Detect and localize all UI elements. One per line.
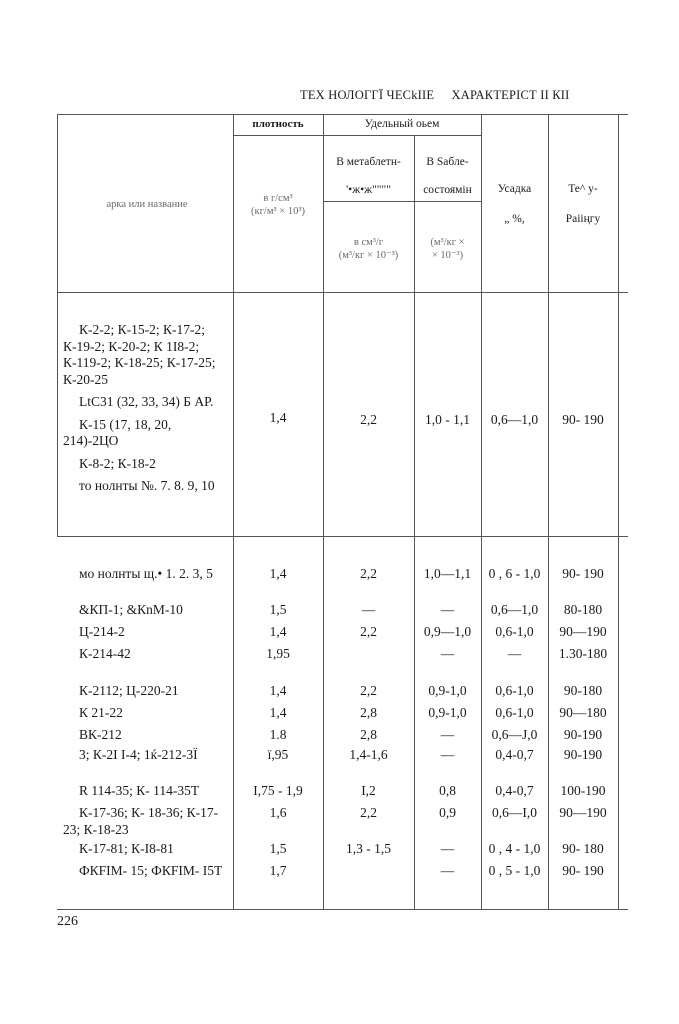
rule-bottom xyxy=(57,909,628,910)
row-shrink: 0,4-0,7 xyxy=(495,783,534,798)
group1-name-2: LtC31 (32, 33, 34) Б АР. xyxy=(79,394,214,409)
row-density: 1,6 xyxy=(269,805,287,820)
row-sv1: 2,2 xyxy=(360,566,377,581)
row-sv2: 0,9—1,0 xyxy=(423,624,472,639)
row-name: мо нолнты щ.• 1. 2. 3, 5 xyxy=(79,566,213,581)
col-header-sv-unit-1 xyxy=(323,236,414,262)
row-shrink: 0,6-1,0 xyxy=(495,705,534,720)
row-shrink: 0,6—1,0 xyxy=(490,602,539,617)
group1-shrink: 0,6—1,0 xyxy=(490,412,539,427)
col-header-specific-volume: Удельный оьем xyxy=(364,118,440,130)
row-temp: 90-190 xyxy=(563,747,603,762)
sv-tablet-state-line-1: В Sабле- xyxy=(426,156,469,168)
rule-header-1 xyxy=(233,135,481,136)
density-unit-line-2: (кг/м³ × 10³) xyxy=(251,206,305,217)
col-header-shrinkage xyxy=(481,174,548,234)
group1-names xyxy=(63,322,229,495)
col-header-sv-unit-2 xyxy=(414,236,481,262)
sv-unit-1-line-2: (м³/кг × 10⁻³) xyxy=(338,250,399,261)
row-density: 1,5 xyxy=(269,602,287,617)
row-density: 1.8 xyxy=(269,727,287,742)
group1-sv2: 1,0 - 1,1 xyxy=(425,412,470,427)
row-temp: 1.30-180 xyxy=(558,646,608,661)
row-shrink: 0 , 6 - 1,0 xyxy=(488,566,541,581)
row-shrink: 0,6—І,0 xyxy=(492,805,537,820)
row-name: К-214-42 xyxy=(79,646,131,661)
group1-name-4: К-8-2; К-18-2 xyxy=(79,455,156,471)
temperature-line-2: Раііңгу xyxy=(565,213,601,225)
row-sv1: 2,2 xyxy=(360,624,377,639)
row-temp: 100-190 xyxy=(560,783,606,798)
row-shrink: 0,6-1,0 xyxy=(495,683,534,698)
sv-unit-1-line-1: в см³/г xyxy=(353,237,384,248)
row-density: 1,7 xyxy=(269,863,287,878)
row-name: ВК-212 xyxy=(79,727,122,742)
row-sv2: — xyxy=(440,747,455,762)
col-header-sv-tablet-state xyxy=(414,148,481,204)
col-header-temperature xyxy=(548,174,618,234)
group1-name-1: К-2-2; К-15-2; К-17-2; К-19-2; К-20-2; К 1І8-2; К-119-2; К-18-25; К-17-25; К-20-25 xyxy=(63,322,216,387)
row-sv2: 1,0—1,1 xyxy=(423,566,472,581)
row-name: R 114-35; К- 114-35Т xyxy=(79,783,200,798)
row-sv1: 1,3 - 1,5 xyxy=(346,841,391,856)
row-name: К-17-81; К-І8-81 xyxy=(79,841,174,856)
group1-name-3: К-15 (17, 18, 20, 214)-2ЦО xyxy=(63,416,172,448)
row-name: К-17-36; К- 18-36; К-17-23; К-18-23 xyxy=(63,805,219,837)
row-sv1: — xyxy=(361,602,376,617)
row-sv2: — xyxy=(440,841,455,856)
group1-sv1: 2,2 xyxy=(360,412,377,427)
rule-col-6 xyxy=(618,114,619,909)
row-sv1: 2,8 xyxy=(360,727,377,742)
row-sv2: — xyxy=(440,646,455,661)
group1-density: 1,4 xyxy=(269,410,287,425)
row-density: 1,5 xyxy=(269,841,287,856)
col-header-density-unit xyxy=(233,192,323,218)
page-number: 226 xyxy=(57,914,78,929)
rule-left xyxy=(57,114,58,536)
row-sv2: — xyxy=(440,602,455,617)
row-sv1: 1,4-1,6 xyxy=(349,747,388,762)
row-name: ФКFIМ- 15; ФКFIМ- І5Т xyxy=(79,863,223,878)
running-head-right: ХАРАКТЕРІСТ ІІ КІІ xyxy=(451,88,570,102)
row-shrink: 0,6—J,0 xyxy=(491,727,538,742)
group1-temp: 90- 190 xyxy=(562,412,604,427)
row-sv2: — xyxy=(440,727,455,742)
row-density: ї,95 xyxy=(267,747,289,762)
rule-top xyxy=(57,114,628,115)
col-header-sv-tablet xyxy=(323,148,414,204)
sv-unit-2-line-2: × 10⁻³) xyxy=(431,250,464,261)
row-sv2: 0,9-1,0 xyxy=(428,683,467,698)
row-density: 1,4 xyxy=(269,683,287,698)
row-sv2: 0,8 xyxy=(439,783,456,798)
row-shrink: 0,4-0,7 xyxy=(495,747,534,762)
row-density: 1,95 xyxy=(266,646,290,661)
row-sv2: 0,9-1,0 xyxy=(428,705,467,720)
sv-tablet-state-line-2: состоямін xyxy=(423,184,472,196)
temperature-line-1: Те^ у- xyxy=(568,183,598,195)
row-temp: 90-180 xyxy=(563,683,603,698)
row-sv1: 2,2 xyxy=(360,805,377,820)
row-name: К 21-22 xyxy=(79,705,123,720)
row-name: Ц-214-2 xyxy=(79,624,125,639)
row-shrink: — xyxy=(507,646,522,661)
row-temp: 90- 190 xyxy=(562,566,604,581)
density-unit-line-1: в г/см³ xyxy=(263,193,293,204)
row-density: 1,4 xyxy=(269,566,287,581)
row-sv1: 2,8 xyxy=(360,705,377,720)
row-sv1: 2,2 xyxy=(360,683,377,698)
row-density: 1,4 xyxy=(269,624,287,639)
row-density: І,75 - 1,9 xyxy=(253,783,303,798)
row-temp: 90—190 xyxy=(559,805,607,820)
row-density: 1,4 xyxy=(269,705,287,720)
sv-tablet-line-1: В метаблетн- xyxy=(336,156,401,168)
row-temp: 90-190 xyxy=(563,727,603,742)
col-header-name: арка или название xyxy=(106,199,188,210)
rule-header-bottom xyxy=(57,292,628,293)
row-name: 3; К-2І І-4; 1ќ-212-3Ї xyxy=(79,747,198,762)
row-shrink: 0 , 4 - 1,0 xyxy=(488,841,541,856)
row-temp: 90—180 xyxy=(559,705,607,720)
row-shrink: 0,6-1,0 xyxy=(495,624,534,639)
row-shrink: 0 , 5 - 1,0 xyxy=(488,863,541,878)
shrinkage-line-2: „ %, xyxy=(504,213,525,225)
shrinkage-line-1: Усадка xyxy=(497,183,532,195)
row-temp: 90- 190 xyxy=(562,863,604,878)
row-sv1: І,2 xyxy=(361,783,376,798)
running-head xyxy=(300,88,620,103)
sv-tablet-line-2: '•ж•ж"""" xyxy=(346,184,391,196)
sv-unit-2-line-1: (м³/кг × xyxy=(430,237,465,248)
row-sv2: — xyxy=(440,863,455,878)
rule-group-divider xyxy=(57,536,628,537)
row-temp: 90—190 xyxy=(559,624,607,639)
row-name: &КП-1; &КnМ-10 xyxy=(79,602,183,617)
row-temp: 80-180 xyxy=(563,602,603,617)
row-temp: 90- 180 xyxy=(562,841,604,856)
properties-table xyxy=(57,114,628,909)
group1-name-5: то нолнты №. 7. 8. 9, 10 xyxy=(79,478,215,493)
row-sv2: 0,9 xyxy=(439,805,456,820)
row-name: К-2112; Ц-220-21 xyxy=(79,683,179,698)
col-header-density: плотность xyxy=(252,118,304,130)
running-head-left: ТЕХ НОЛОГГЇ ЧЕСkІІЕ xyxy=(300,88,435,102)
